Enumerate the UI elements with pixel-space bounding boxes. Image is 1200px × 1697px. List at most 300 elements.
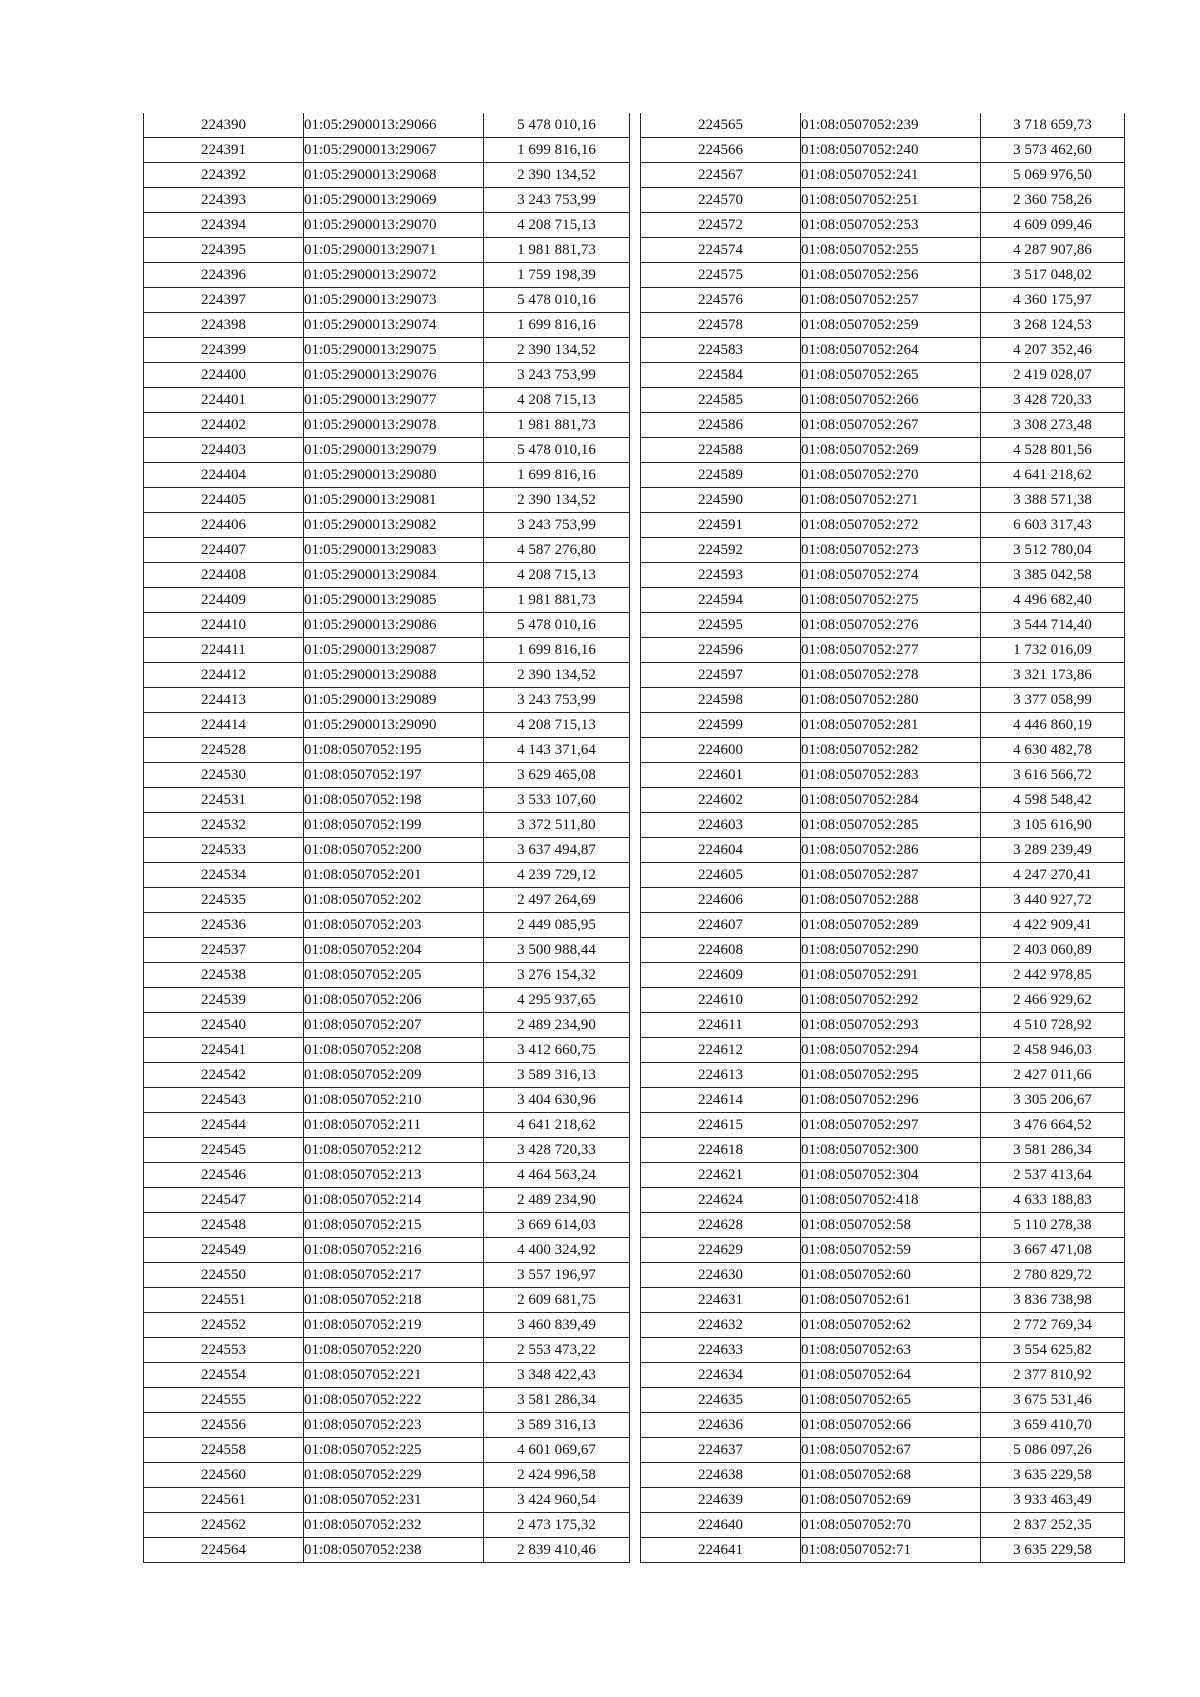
- cadastral-number-cell: 01:05:2900013:29082: [304, 513, 484, 538]
- value-cell: 4 641 218,62: [484, 1113, 630, 1138]
- value-cell: 3 428 720,33: [981, 388, 1125, 413]
- table-row: [144, 1488, 630, 1513]
- table-row: [144, 863, 630, 888]
- row-number-cell: 224605: [641, 863, 801, 888]
- value-cell: 4 609 099,46: [981, 213, 1125, 238]
- value-cell: 3 544 714,40: [981, 613, 1125, 638]
- cadastral-number-cell: 01:08:0507052:255: [801, 238, 981, 263]
- table-row: [641, 1138, 1125, 1163]
- table-row: [641, 1313, 1125, 1338]
- table-row: [641, 1338, 1125, 1363]
- value-cell: 1 981 881,73: [484, 413, 630, 438]
- row-number-cell: 224544: [144, 1113, 304, 1138]
- value-cell: 3 635 229,58: [981, 1463, 1125, 1488]
- row-number-cell: 224633: [641, 1338, 801, 1363]
- cadastral-number-cell: 01:08:0507052:215: [304, 1213, 484, 1238]
- cadastral-number-cell: 01:08:0507052:200: [304, 838, 484, 863]
- table-row: [641, 1013, 1125, 1038]
- cadastral-number-cell: 01:08:0507052:273: [801, 538, 981, 563]
- table-row: [144, 913, 630, 938]
- table-row: [641, 513, 1125, 538]
- value-cell: 3 243 753,99: [484, 513, 630, 538]
- cadastral-number-cell: 01:08:0507052:229: [304, 1463, 484, 1488]
- row-number-cell: 224608: [641, 938, 801, 963]
- row-number-cell: 224410: [144, 613, 304, 638]
- cadastral-number-cell: 01:05:2900013:29083: [304, 538, 484, 563]
- value-cell: 2 390 134,52: [484, 488, 630, 513]
- cadastral-number-cell: 01:08:0507052:67: [801, 1438, 981, 1463]
- value-cell: 3 428 720,33: [484, 1138, 630, 1163]
- row-number-cell: 224641: [641, 1538, 801, 1563]
- table-row: [144, 1438, 630, 1463]
- table-row: [144, 1163, 630, 1188]
- row-number-cell: 224395: [144, 238, 304, 263]
- table-row: [641, 1438, 1125, 1463]
- table-row: [144, 1413, 630, 1438]
- cadastral-number-cell: 01:08:0507052:217: [304, 1263, 484, 1288]
- table-row: [144, 663, 630, 688]
- value-cell: 4 446 860,19: [981, 713, 1125, 738]
- row-number-cell: 224545: [144, 1138, 304, 1163]
- row-number-cell: 224634: [641, 1363, 801, 1388]
- row-number-cell: 224541: [144, 1038, 304, 1063]
- row-number-cell: 224590: [641, 488, 801, 513]
- value-cell: 3 460 839,49: [484, 1313, 630, 1338]
- table-row: [641, 188, 1125, 213]
- table-row: [144, 263, 630, 288]
- row-number-cell: 224535: [144, 888, 304, 913]
- cadastral-number-cell: 01:05:2900013:29089: [304, 688, 484, 713]
- value-cell: 3 533 107,60: [484, 788, 630, 813]
- cadastral-number-cell: 01:08:0507052:66: [801, 1413, 981, 1438]
- table-row: [144, 588, 630, 613]
- table-row: [641, 1163, 1125, 1188]
- value-cell: 3 276 154,32: [484, 963, 630, 988]
- value-cell: 3 500 988,44: [484, 938, 630, 963]
- cadastral-number-cell: 01:08:0507052:240: [801, 138, 981, 163]
- cadastral-number-cell: 01:05:2900013:29080: [304, 463, 484, 488]
- value-cell: 4 528 801,56: [981, 438, 1125, 463]
- value-cell: 4 641 218,62: [981, 463, 1125, 488]
- cadastral-number-cell: 01:05:2900013:29090: [304, 713, 484, 738]
- table-row: [144, 338, 630, 363]
- cadastral-number-cell: 01:08:0507052:418: [801, 1188, 981, 1213]
- value-cell: 3 243 753,99: [484, 688, 630, 713]
- table-row: [641, 463, 1125, 488]
- value-cell: 1 981 881,73: [484, 588, 630, 613]
- table-row: [641, 663, 1125, 688]
- cadastral-number-cell: 01:08:0507052:278: [801, 663, 981, 688]
- value-cell: 4 400 324,92: [484, 1238, 630, 1263]
- row-number-cell: 224584: [641, 363, 801, 388]
- table-row: [144, 163, 630, 188]
- table-row: [144, 1213, 630, 1238]
- value-cell: 3 629 465,08: [484, 763, 630, 788]
- row-number-cell: 224390: [144, 113, 304, 138]
- cadastral-number-cell: 01:08:0507052:222: [304, 1388, 484, 1413]
- cadastral-number-cell: 01:05:2900013:29073: [304, 288, 484, 313]
- value-cell: 4 247 270,41: [981, 863, 1125, 888]
- table-row: [144, 888, 630, 913]
- cadastral-number-cell: 01:08:0507052:59: [801, 1238, 981, 1263]
- row-number-cell: 224558: [144, 1438, 304, 1463]
- cadastral-number-cell: 01:05:2900013:29077: [304, 388, 484, 413]
- cadastral-number-cell: 01:08:0507052:266: [801, 388, 981, 413]
- table-row: [641, 138, 1125, 163]
- table-row: [641, 313, 1125, 338]
- row-number-cell: 224409: [144, 588, 304, 613]
- table-row: [641, 788, 1125, 813]
- cadastral-number-cell: 01:08:0507052:251: [801, 188, 981, 213]
- cadastral-number-cell: 01:08:0507052:207: [304, 1013, 484, 1038]
- row-number-cell: 224588: [641, 438, 801, 463]
- row-number-cell: 224548: [144, 1213, 304, 1238]
- row-number-cell: 224411: [144, 638, 304, 663]
- row-number-cell: 224406: [144, 513, 304, 538]
- row-number-cell: 224542: [144, 1063, 304, 1088]
- cadastral-number-cell: 01:08:0507052:241: [801, 163, 981, 188]
- cadastral-number-cell: 01:05:2900013:29079: [304, 438, 484, 463]
- table-row: [144, 438, 630, 463]
- value-cell: 4 633 188,83: [981, 1188, 1125, 1213]
- row-number-cell: 224567: [641, 163, 801, 188]
- value-cell: 3 517 048,02: [981, 263, 1125, 288]
- row-number-cell: 224630: [641, 1263, 801, 1288]
- value-cell: 3 424 960,54: [484, 1488, 630, 1513]
- value-cell: 2 390 134,52: [484, 663, 630, 688]
- cadastral-number-cell: 01:08:0507052:275: [801, 588, 981, 613]
- cadastral-number-cell: 01:08:0507052:296: [801, 1088, 981, 1113]
- value-cell: 3 412 660,75: [484, 1038, 630, 1063]
- cadastral-number-cell: 01:08:0507052:214: [304, 1188, 484, 1213]
- row-number-cell: 224553: [144, 1338, 304, 1363]
- cadastral-number-cell: 01:08:0507052:71: [801, 1538, 981, 1563]
- table-row: [641, 363, 1125, 388]
- table-row: [641, 238, 1125, 263]
- row-number-cell: 224540: [144, 1013, 304, 1038]
- row-number-cell: 224405: [144, 488, 304, 513]
- row-number-cell: 224585: [641, 388, 801, 413]
- cadastral-number-cell: 01:08:0507052:294: [801, 1038, 981, 1063]
- value-cell: 3 554 625,82: [981, 1338, 1125, 1363]
- row-number-cell: 224536: [144, 913, 304, 938]
- row-number-cell: 224612: [641, 1038, 801, 1063]
- table-row: [641, 1213, 1125, 1238]
- cadastral-number-cell: 01:08:0507052:201: [304, 863, 484, 888]
- value-cell: 3 348 422,43: [484, 1363, 630, 1388]
- cadastral-number-cell: 01:08:0507052:290: [801, 938, 981, 963]
- row-number-cell: 224566: [641, 138, 801, 163]
- cadastral-number-cell: 01:08:0507052:202: [304, 888, 484, 913]
- cadastral-number-cell: 01:08:0507052:206: [304, 988, 484, 1013]
- row-number-cell: 224635: [641, 1388, 801, 1413]
- value-cell: 1 699 816,16: [484, 463, 630, 488]
- value-cell: 2 489 234,90: [484, 1013, 630, 1038]
- value-cell: 4 143 371,64: [484, 738, 630, 763]
- table-row: [144, 1513, 630, 1538]
- value-cell: 2 442 978,85: [981, 963, 1125, 988]
- cadastral-number-cell: 01:08:0507052:257: [801, 288, 981, 313]
- row-number-cell: 224640: [641, 1513, 801, 1538]
- table-row: [641, 1263, 1125, 1288]
- cadastral-number-cell: 01:08:0507052:209: [304, 1063, 484, 1088]
- value-cell: 4 239 729,12: [484, 863, 630, 888]
- table-row: [144, 1188, 630, 1213]
- row-number-cell: 224578: [641, 313, 801, 338]
- table-row: [641, 1113, 1125, 1138]
- table-row: [641, 213, 1125, 238]
- value-cell: 2 449 085,95: [484, 913, 630, 938]
- row-number-cell: 224414: [144, 713, 304, 738]
- table-row: [641, 713, 1125, 738]
- table-row: [144, 1538, 630, 1563]
- row-number-cell: 224624: [641, 1188, 801, 1213]
- cadastral-number-cell: 01:08:0507052:292: [801, 988, 981, 1013]
- table-row: [144, 713, 630, 738]
- cadastral-number-cell: 01:05:2900013:29075: [304, 338, 484, 363]
- table-row: [641, 113, 1125, 138]
- row-number-cell: 224560: [144, 1463, 304, 1488]
- value-cell: 4 208 715,13: [484, 563, 630, 588]
- cadastral-number-cell: 01:08:0507052:70: [801, 1513, 981, 1538]
- table-row: [641, 1413, 1125, 1438]
- cadastral-number-cell: 01:05:2900013:29076: [304, 363, 484, 388]
- table-row: [641, 263, 1125, 288]
- value-cell: 1 699 816,16: [484, 638, 630, 663]
- row-number-cell: 224596: [641, 638, 801, 663]
- row-number-cell: 224401: [144, 388, 304, 413]
- row-number-cell: 224391: [144, 138, 304, 163]
- table-row: [144, 513, 630, 538]
- cadastral-number-cell: 01:08:0507052:218: [304, 1288, 484, 1313]
- value-cell: 2 473 175,32: [484, 1513, 630, 1538]
- table-row: [641, 763, 1125, 788]
- value-cell: 3 589 316,13: [484, 1063, 630, 1088]
- value-cell: 4 464 563,24: [484, 1163, 630, 1188]
- cadastral-number-cell: 01:05:2900013:29081: [304, 488, 484, 513]
- row-number-cell: 224393: [144, 188, 304, 213]
- cadastral-number-cell: 01:08:0507052:280: [801, 688, 981, 713]
- row-number-cell: 224576: [641, 288, 801, 313]
- value-cell: 2 553 473,22: [484, 1338, 630, 1363]
- value-cell: 3 512 780,04: [981, 538, 1125, 563]
- cadastral-number-cell: 01:08:0507052:253: [801, 213, 981, 238]
- value-cell: 4 295 937,65: [484, 988, 630, 1013]
- cadastral-number-cell: 01:08:0507052:300: [801, 1138, 981, 1163]
- cadastral-number-cell: 01:08:0507052:62: [801, 1313, 981, 1338]
- cadastral-number-cell: 01:08:0507052:288: [801, 888, 981, 913]
- cadastral-number-cell: 01:05:2900013:29071: [304, 238, 484, 263]
- cadastral-number-cell: 01:08:0507052:239: [801, 113, 981, 138]
- table-row: [144, 988, 630, 1013]
- value-cell: 3 659 410,70: [981, 1413, 1125, 1438]
- cadastral-number-cell: 01:08:0507052:285: [801, 813, 981, 838]
- cadastral-number-cell: 01:05:2900013:29068: [304, 163, 484, 188]
- row-number-cell: 224552: [144, 1313, 304, 1338]
- value-cell: 5 478 010,16: [484, 438, 630, 463]
- cadastral-number-cell: 01:08:0507052:287: [801, 863, 981, 888]
- table-row: [641, 1288, 1125, 1313]
- row-number-cell: 224530: [144, 763, 304, 788]
- value-cell: 1 699 816,16: [484, 138, 630, 163]
- value-cell: 3 933 463,49: [981, 1488, 1125, 1513]
- row-number-cell: 224400: [144, 363, 304, 388]
- row-number-cell: 224543: [144, 1088, 304, 1113]
- cadastral-number-cell: 01:08:0507052:58: [801, 1213, 981, 1238]
- cadastral-number-cell: 01:08:0507052:225: [304, 1438, 484, 1463]
- row-number-cell: 224570: [641, 188, 801, 213]
- table-row: [641, 1238, 1125, 1263]
- table-row: [641, 438, 1125, 463]
- cadastral-number-cell: 01:05:2900013:29070: [304, 213, 484, 238]
- value-cell: 4 510 728,92: [981, 1013, 1125, 1038]
- row-number-cell: 224549: [144, 1238, 304, 1263]
- row-number-cell: 224550: [144, 1263, 304, 1288]
- value-cell: 3 243 753,99: [484, 363, 630, 388]
- value-cell: 3 589 316,13: [484, 1413, 630, 1438]
- table-row: [641, 163, 1125, 188]
- row-number-cell: 224629: [641, 1238, 801, 1263]
- cadastral-number-cell: 01:08:0507052:208: [304, 1038, 484, 1063]
- value-cell: 3 385 042,58: [981, 563, 1125, 588]
- table-row: [144, 288, 630, 313]
- table-row: [641, 1038, 1125, 1063]
- cadastral-number-cell: 01:05:2900013:29078: [304, 413, 484, 438]
- table-row: [144, 238, 630, 263]
- cadastral-number-cell: 01:08:0507052:210: [304, 1088, 484, 1113]
- table-row: [144, 1013, 630, 1038]
- value-cell: 5 110 278,38: [981, 1213, 1125, 1238]
- cadastral-number-cell: 01:08:0507052:60: [801, 1263, 981, 1288]
- value-cell: 4 601 069,67: [484, 1438, 630, 1463]
- row-number-cell: 224604: [641, 838, 801, 863]
- value-cell: 4 207 352,46: [981, 338, 1125, 363]
- value-cell: 2 466 929,62: [981, 988, 1125, 1013]
- cadastral-number-cell: 01:08:0507052:286: [801, 838, 981, 863]
- value-cell: 3 476 664,52: [981, 1113, 1125, 1138]
- table-row: [641, 1513, 1125, 1538]
- table-row: [144, 1113, 630, 1138]
- table-row: [144, 1363, 630, 1388]
- row-number-cell: 224606: [641, 888, 801, 913]
- cadastral-number-cell: 01:08:0507052:238: [304, 1538, 484, 1563]
- table-row: [144, 1063, 630, 1088]
- table-row: [144, 313, 630, 338]
- cadastral-number-cell: 01:08:0507052:198: [304, 788, 484, 813]
- table-row: [641, 1388, 1125, 1413]
- row-number-cell: 224614: [641, 1088, 801, 1113]
- table-row: [144, 363, 630, 388]
- row-number-cell: 224562: [144, 1513, 304, 1538]
- cadastral-number-cell: 01:08:0507052:197: [304, 763, 484, 788]
- cadastral-number-cell: 01:08:0507052:282: [801, 738, 981, 763]
- cadastral-number-cell: 01:08:0507052:69: [801, 1488, 981, 1513]
- row-number-cell: 224572: [641, 213, 801, 238]
- row-number-cell: 224408: [144, 563, 304, 588]
- table-row: [144, 488, 630, 513]
- table-row: [144, 613, 630, 638]
- row-number-cell: 224599: [641, 713, 801, 738]
- value-cell: 3 377 058,99: [981, 688, 1125, 713]
- row-number-cell: 224398: [144, 313, 304, 338]
- row-number-cell: 224532: [144, 813, 304, 838]
- row-number-cell: 224592: [641, 538, 801, 563]
- table-row: [144, 838, 630, 863]
- cadastral-number-cell: 01:05:2900013:29086: [304, 613, 484, 638]
- row-number-cell: 224402: [144, 413, 304, 438]
- table-row: [144, 1288, 630, 1313]
- cadastral-number-cell: 01:08:0507052:272: [801, 513, 981, 538]
- value-cell: 3 836 738,98: [981, 1288, 1125, 1313]
- row-number-cell: 224636: [641, 1413, 801, 1438]
- table-row: [144, 188, 630, 213]
- table-row: [641, 688, 1125, 713]
- cadastral-number-cell: 01:08:0507052:291: [801, 963, 981, 988]
- value-cell: 2 377 810,92: [981, 1363, 1125, 1388]
- value-cell: 2 609 681,75: [484, 1288, 630, 1313]
- row-number-cell: 224555: [144, 1388, 304, 1413]
- table-row: [144, 1088, 630, 1113]
- table-row: [641, 538, 1125, 563]
- value-cell: 1 759 198,39: [484, 263, 630, 288]
- row-number-cell: 224561: [144, 1488, 304, 1513]
- row-number-cell: 224392: [144, 163, 304, 188]
- row-number-cell: 224631: [641, 1288, 801, 1313]
- row-number-cell: 224547: [144, 1188, 304, 1213]
- cadastral-number-cell: 01:08:0507052:220: [304, 1338, 484, 1363]
- cadastral-number-cell: 01:08:0507052:64: [801, 1363, 981, 1388]
- table-row: [641, 288, 1125, 313]
- row-number-cell: 224595: [641, 613, 801, 638]
- row-number-cell: 224413: [144, 688, 304, 713]
- row-number-cell: 224583: [641, 338, 801, 363]
- value-cell: 3 243 753,99: [484, 188, 630, 213]
- table-row: [144, 938, 630, 963]
- table-row: [144, 388, 630, 413]
- table-row: [144, 1138, 630, 1163]
- value-cell: 5 478 010,16: [484, 113, 630, 138]
- value-cell: 2 489 234,90: [484, 1188, 630, 1213]
- value-cell: 1 732 016,09: [981, 638, 1125, 663]
- table-row: [144, 638, 630, 663]
- value-cell: 2 403 060,89: [981, 938, 1125, 963]
- cadastral-number-cell: 01:08:0507052:219: [304, 1313, 484, 1338]
- table-row: [641, 813, 1125, 838]
- value-cell: 1 699 816,16: [484, 313, 630, 338]
- cadastral-number-cell: 01:05:2900013:29069: [304, 188, 484, 213]
- value-cell: 3 581 286,34: [981, 1138, 1125, 1163]
- cadastral-number-cell: 01:05:2900013:29087: [304, 638, 484, 663]
- table-row: [641, 1188, 1125, 1213]
- table-row: [641, 913, 1125, 938]
- row-number-cell: 224638: [641, 1463, 801, 1488]
- cadastral-number-cell: 01:08:0507052:68: [801, 1463, 981, 1488]
- value-cell: 3 667 471,08: [981, 1238, 1125, 1263]
- value-cell: 4 208 715,13: [484, 213, 630, 238]
- value-cell: 3 289 239,49: [981, 838, 1125, 863]
- table-row: [144, 1463, 630, 1488]
- value-cell: 2 419 028,07: [981, 363, 1125, 388]
- cadastral-number-cell: 01:05:2900013:29088: [304, 663, 484, 688]
- data-table-left: [143, 113, 630, 1563]
- value-cell: 4 598 548,42: [981, 788, 1125, 813]
- cadastral-number-cell: 01:08:0507052:264: [801, 338, 981, 363]
- data-table-right: [640, 113, 1125, 1563]
- value-cell: 2 427 011,66: [981, 1063, 1125, 1088]
- cadastral-number-cell: 01:08:0507052:304: [801, 1163, 981, 1188]
- cadastral-number-cell: 01:08:0507052:281: [801, 713, 981, 738]
- value-cell: 4 630 482,78: [981, 738, 1125, 763]
